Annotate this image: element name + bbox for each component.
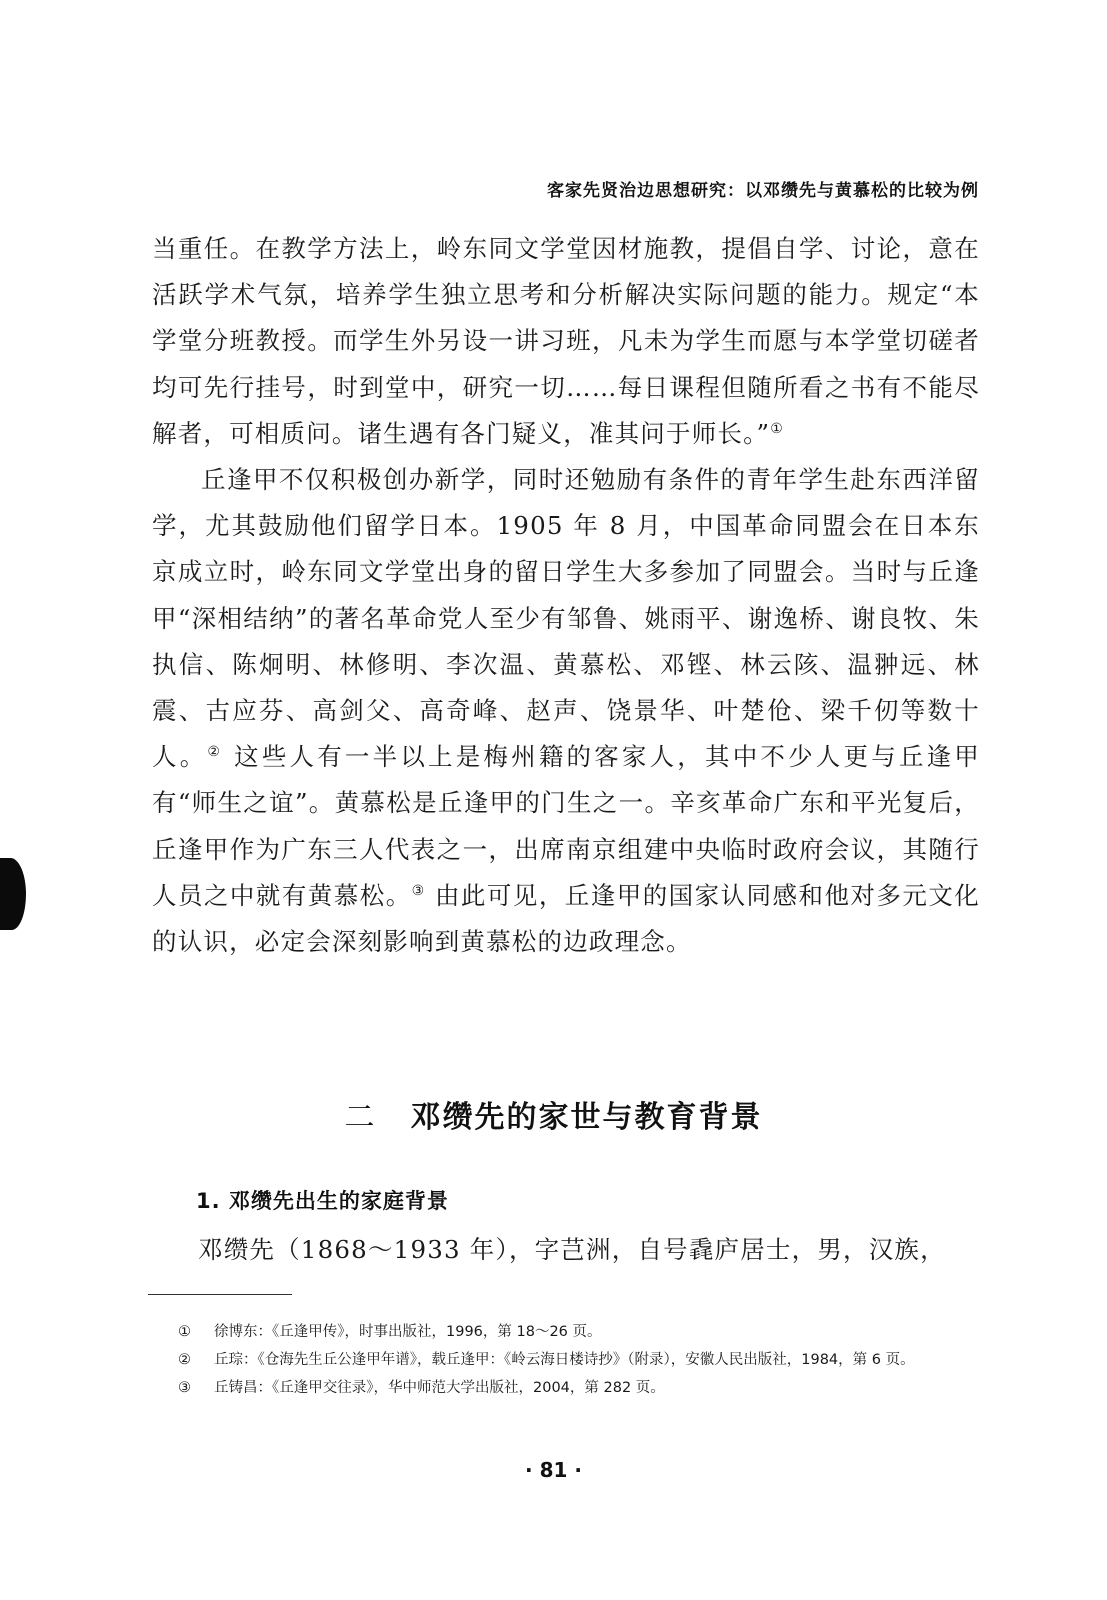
footnote-text: 丘铸昌：《丘逢甲交往录》，华中师范大学出版社，2004，第 282 页。 — [214, 1380, 665, 1396]
footnote-2 — [178, 1348, 958, 1372]
section-heading — [0, 1092, 1107, 1136]
footnote-mark: ② — [178, 1352, 191, 1368]
paragraph-2-text-b: 这些人有一半以上是梅州籍的客家人，其中不少人更与丘逢甲有“师生之谊”。黄慕松是丘逢甲的门生之一。辛亥革命广东和平光复后，丘逢甲作为广东三人代表之一，出席南京组建中央临时政府会议，其随行人员之中就有黄慕松。 — [152, 742, 980, 910]
footnote-text: 徐博东：《丘逢甲传》，时事出版社，1996，第 18～26 页。 — [214, 1324, 602, 1340]
footnote-mark: ① — [178, 1324, 191, 1340]
footnote-ref-3[interactable]: ③ — [411, 882, 426, 899]
subsection-heading: 1. 邓缵先出生的家庭背景 — [196, 1189, 449, 1213]
page-number: · 81 · — [525, 1458, 582, 1482]
footnotes — [178, 1320, 958, 1404]
paragraph-2-text-c: 由此可见，丘逢甲的国家认同感和他对多元文化的认识，必定会深刻影响到黄慕松的边政理念。 — [152, 880, 980, 957]
footnote-text: 丘琮：《仓海先生丘公逢甲年谱》，载丘逢甲：《岭云海日楼诗抄》（附录），安徽人民出版社，1984，第 6 页。 — [214, 1352, 915, 1368]
footnote-1 — [178, 1320, 958, 1344]
footnote-3 — [178, 1376, 958, 1400]
section-title: 邓缵先的家世与教育背景 — [410, 1100, 763, 1135]
paragraph-1-text: 当重任。在教学方法上，岭东同文学堂因材施教，提倡自学、讨论，意在活跃学术气氛，培养学生独立思考和分析解决实际问题的能力。规定“本学堂分班教授。而学生外另设一讲习班，凡未为学生而愿与本学堂切磋者均可先行挂号，时到堂中，研究一切……每日课程但随所看之书有不能尽解者，可相质问。诸生遇有各门疑义，准其问于师长。” — [152, 234, 980, 448]
paragraph-1 — [152, 226, 980, 457]
footnote-ref-1[interactable]: ① — [770, 420, 785, 437]
scan-blot — [0, 858, 26, 930]
running-header: 客家先贤治边思想研究：以邓缵先与黄慕松的比较为例 — [547, 181, 979, 201]
intro-line: 邓缵先（1868～1933 年），字芑洲，自号毳庐居士，男，汉族， — [198, 1235, 946, 1264]
section-number: 二 — [344, 1100, 377, 1135]
body-text — [152, 226, 980, 965]
paragraph-2-text-a: 丘逢甲不仅积极创办新学，同时还勉励有条件的青年学生赴东西洋留学，尤其鼓励他们留学日本。1905 年 8 月，中国革命同盟会在日本东京成立时，岭东同文学堂出身的留日学生大多参加了同盟会。当时与丘逢甲“深相结纳”的著名革命党人至少有邹鲁、姚雨平、谢逸桥、谢良牧、朱执信、陈炯明、林修明、李次温、黄慕松、邓铿、林云陔、温翀远、林震、古应芬、高剑父、高奇峰、赵声、饶景华、叶楚伧、梁千仞等数十人。 — [152, 465, 980, 772]
paragraph-2 — [152, 457, 980, 965]
header-rule — [160, 204, 980, 205]
footnote-ref-2[interactable]: ② — [207, 744, 224, 761]
footnote-mark: ③ — [178, 1380, 191, 1396]
footnote-rule — [148, 1294, 292, 1295]
